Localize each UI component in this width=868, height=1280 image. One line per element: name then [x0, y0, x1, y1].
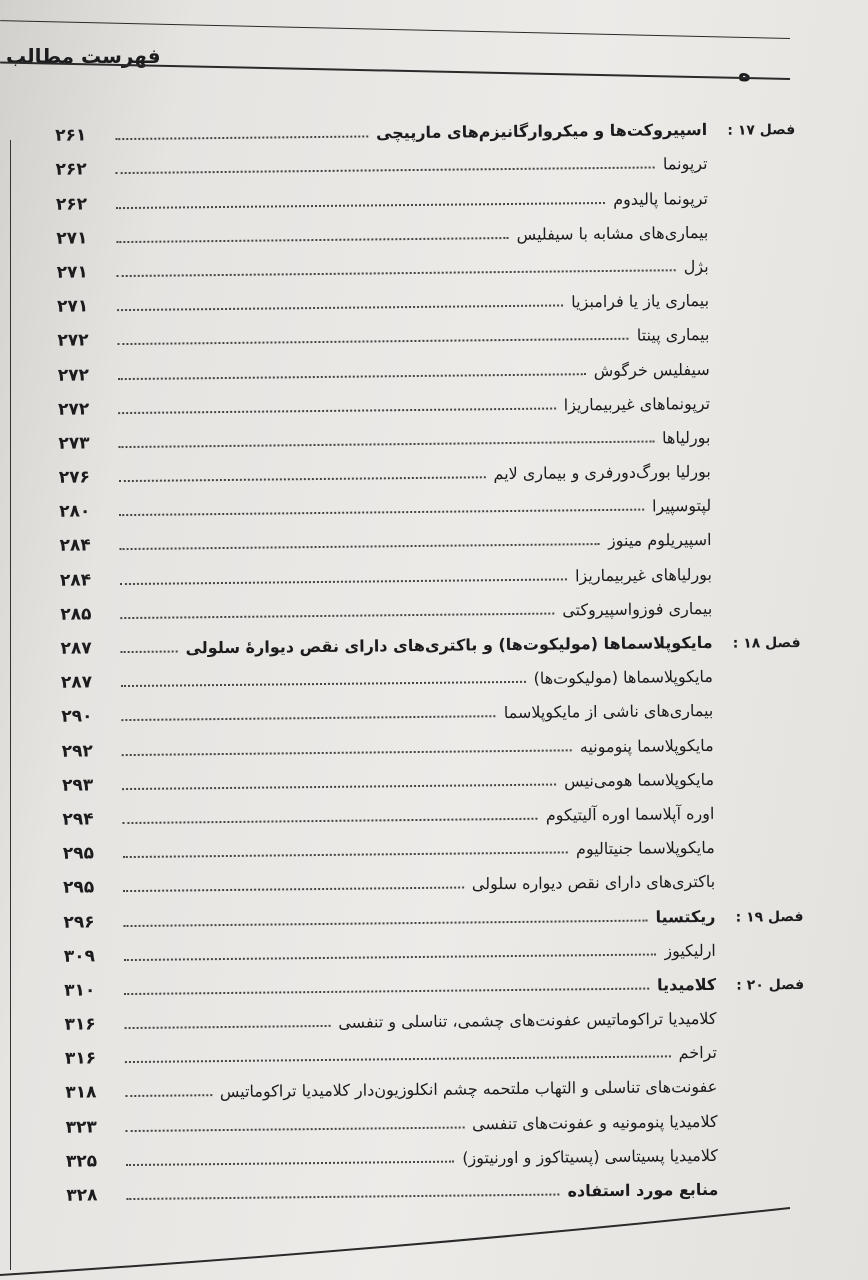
- dot-leader: [126, 1160, 454, 1165]
- toc-page-number: ۲۸۰: [59, 501, 91, 522]
- dot-leader: [124, 987, 649, 994]
- toc-page-number: ۲۷۲: [57, 364, 90, 386]
- header-top-rule: [0, 20, 790, 39]
- toc-entry-title: اسپیروکت‌ها و میکروارگانیزم‌های مارپیچی: [375, 120, 708, 143]
- toc-page-number: ۳۲۳: [65, 1116, 97, 1138]
- dot-leader: [120, 578, 567, 585]
- dot-leader: [118, 373, 586, 380]
- toc-entry-title: بیماری فوزواسپیروکتی: [562, 598, 713, 620]
- toc-entry-title: بیماری پینتا: [636, 325, 710, 345]
- toc-chapter-label: فصل ۱۹ :: [735, 908, 804, 926]
- toc-entry-title: بژل: [683, 256, 709, 277]
- toc-page-number: ۲۷۲: [58, 399, 90, 420]
- header-bottom-rule: [0, 61, 790, 80]
- toc-chapter-label: فصل ۱۷ :: [727, 122, 796, 139]
- toc-entry-title: ارلیکیوز: [664, 940, 716, 961]
- toc-entry-title: سیفلیس خرگوش: [593, 359, 710, 380]
- toc-entry-title: کلامیدیا پنومونیه و عفونت‌های تنفسی: [472, 1111, 718, 1134]
- toc-page-number: ۲۷۱: [56, 296, 89, 317]
- toc-page-number: ۲۸۷: [60, 672, 93, 693]
- toc-page-number: ۲۶۱: [55, 125, 87, 146]
- toc-page-number: ۲۷۲: [57, 330, 89, 352]
- toc-entry-title: مایکوپلاسماها (مولیکوت‌ها): [533, 667, 714, 688]
- toc-page-number: ۳۲۵: [65, 1151, 98, 1172]
- toc-page-number: ۲۹۴: [62, 809, 94, 830]
- dot-leader: [115, 136, 368, 141]
- toc-chapter-label: فصل ۲۰ :: [736, 976, 805, 994]
- dot-leader: [125, 1095, 212, 1098]
- toc-page-number: ۲۹۳: [61, 775, 94, 796]
- toc-entry-title: باکتری‌های دارای نقص دیواره سلولی: [471, 872, 716, 894]
- dot-leader: [125, 1056, 671, 1064]
- toc-entry-title: اسپیریلوم مینوز: [607, 530, 712, 551]
- dot-leader: [119, 476, 486, 482]
- toc-page-number: ۲۸۴: [59, 570, 92, 591]
- dot-leader: [120, 612, 554, 619]
- toc-page-number: ۳۰۹: [63, 946, 96, 967]
- dot-leader: [124, 953, 656, 961]
- toc-entry-title: لپتوسپیرا: [651, 496, 712, 516]
- dot-leader: [119, 509, 644, 516]
- bottom-rule-curve: [0, 1180, 868, 1280]
- toc-page-number: ۲۷۶: [58, 467, 91, 488]
- dot-leader: [121, 650, 178, 653]
- dot-leader: [123, 852, 568, 859]
- toc-page-number: ۲۶۲: [55, 159, 87, 181]
- toc-entry-title: بورلیاها: [662, 427, 711, 448]
- toc-entry-title: مایکوپلاسما جنیتالیوم: [575, 838, 715, 859]
- dot-leader: [118, 407, 556, 414]
- toc-entry-title: بورلیا بورگ‌دورفری و بیماری لایم: [493, 461, 711, 484]
- dot-leader: [116, 202, 605, 209]
- toc-entry-title: مایکوپلاسما پنومونیه: [579, 735, 714, 756]
- left-margin-rule: [10, 140, 11, 1270]
- toc-page-number: ۲۹۵: [63, 877, 95, 899]
- dot-leader: [120, 544, 600, 551]
- toc-entry-title: بورلیاهای غیربیماریزا: [574, 564, 712, 585]
- toc-page-number: ۲۹۰: [61, 706, 93, 728]
- dot-leader: [126, 1126, 465, 1132]
- toc-chapter-label: فصل ۱۸ :: [732, 634, 801, 652]
- toc-page-number: ۲۸۷: [60, 638, 92, 659]
- toc-entry-title: ترپونماهای غیربیماریزا: [563, 393, 711, 415]
- toc-entry-title: ترپونما پالیدوم: [613, 188, 709, 209]
- toc-page-number: ۳۱۶: [64, 1014, 96, 1035]
- toc-entry-title: عفونت‌های تناسلی و التهاب ملتحمه چشم انکلوزیون‌دار کلامیدیا تراکوماتیس: [219, 1077, 718, 1102]
- toc-entry-title: کلامیدیا پسیتاسی (پسیتاکوز و اورنیتوز): [462, 1145, 719, 1168]
- toc-page-number: ۲۸۵: [60, 604, 92, 625]
- toc-entry-title: مایکوپلاسماها (مولیکوت‌ها) و باکتری‌های دارای نقص دیوارهٔ سلولی: [185, 632, 713, 658]
- dot-leader: [116, 237, 508, 243]
- dot-leader: [123, 887, 464, 893]
- toc-page-number: ۲۹۶: [63, 911, 95, 933]
- table-of-contents: [55, 108, 806, 1210]
- toc-entry-title: بیماری یاز یا فرامبزیا: [571, 291, 710, 312]
- dot-leader: [117, 305, 563, 312]
- toc-page-number: ۲۸۴: [59, 535, 91, 557]
- toc-page-number: ۳۱۶: [64, 1048, 97, 1069]
- toc-page-number: ۲۹۲: [61, 740, 93, 762]
- toc-page-number: ۲۶۲: [55, 193, 88, 215]
- dot-leader: [122, 783, 556, 790]
- dot-leader: [117, 269, 676, 277]
- toc-entry-title: ترپونما: [662, 154, 708, 174]
- toc-entry-title: مایکوپلاسما هومی‌نیس: [564, 769, 715, 791]
- toc-page-number: ۲۷۱: [56, 262, 88, 283]
- toc-page-number: ۳۱۸: [65, 1082, 97, 1104]
- dot-leader: [117, 338, 628, 345]
- toc-entry-title: منابع مورد استفاده: [567, 1179, 719, 1201]
- dot-leader: [116, 167, 655, 175]
- dot-leader: [121, 681, 526, 687]
- toc-entry-title: تراخم: [678, 1043, 717, 1063]
- toc-entry-title: ریکتسیا: [655, 906, 716, 927]
- dot-leader: [125, 1025, 331, 1029]
- running-header-title: فهرست مطالب: [6, 44, 161, 68]
- page-number-letter: ه: [738, 62, 751, 87]
- toc-entry-title: کلامیدیا: [656, 974, 717, 995]
- toc-entry-title: بیماری‌های مشابه با سیفلیس: [516, 222, 709, 244]
- toc-page-number: ۳۱۰: [64, 980, 96, 1001]
- toc-page-number: ۳۲۸: [66, 1185, 98, 1206]
- toc-page-number: ۲۹۵: [62, 843, 95, 864]
- toc-page-number: ۲۷۳: [58, 433, 90, 454]
- dot-leader: [124, 919, 648, 926]
- toc-entry-title: اوره آپلاسما اوره آلیتیکوم: [545, 803, 715, 825]
- dot-leader: [122, 749, 572, 756]
- dot-leader: [122, 818, 537, 824]
- dot-leader: [119, 440, 655, 448]
- toc-page-number: ۲۷۱: [56, 228, 88, 249]
- dot-leader: [121, 716, 495, 722]
- toc-entry-title: کلامیدیا تراکوماتیس عفونت‌های چشمی، تناسلی و تنفسی: [338, 1008, 717, 1032]
- toc-entry-title: بیماری‌های ناشی از مایکوپلاسما: [503, 701, 714, 723]
